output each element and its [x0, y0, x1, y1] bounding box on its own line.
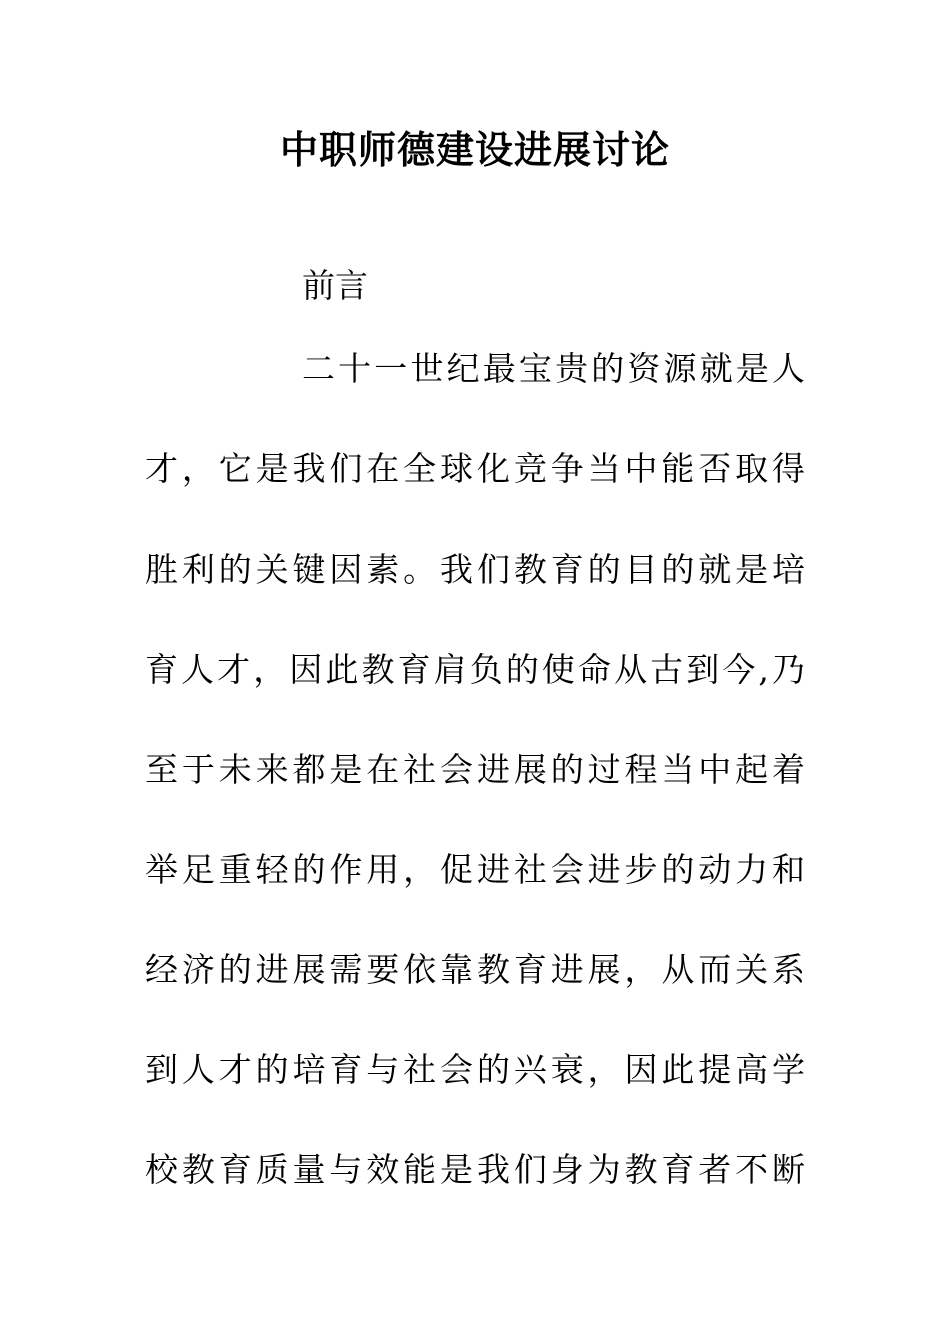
paragraph-line: 育人才，因此教育肩负的使命从古到今,乃 — [145, 650, 805, 689]
paragraph-line: 至于未来都是在社会进展的过程当中起着 — [145, 750, 805, 789]
document-title: 中职师德建设进展讨论 — [279, 127, 670, 172]
paragraph-line: 才，它是我们在全球化竞争当中能否取得 — [145, 449, 805, 488]
paragraph-line: 二十一世纪最宝贵的资源就是人 — [302, 349, 805, 388]
paragraph-line: 校教育质量与效能是我们身为教育者不断 — [145, 1150, 805, 1189]
section-heading: 前言 — [302, 266, 368, 305]
paragraph-line: 经济的进展需要依靠教育进展，从而关系 — [145, 950, 805, 989]
paragraph-line: 举足重轻的作用，促进社会进步的动力和 — [145, 850, 805, 889]
paragraph-line: 胜利的关键因素。我们教育的目的就是培 — [145, 550, 805, 589]
paragraph-line: 到人才的培育与社会的兴衰，因此提高学 — [145, 1050, 805, 1089]
